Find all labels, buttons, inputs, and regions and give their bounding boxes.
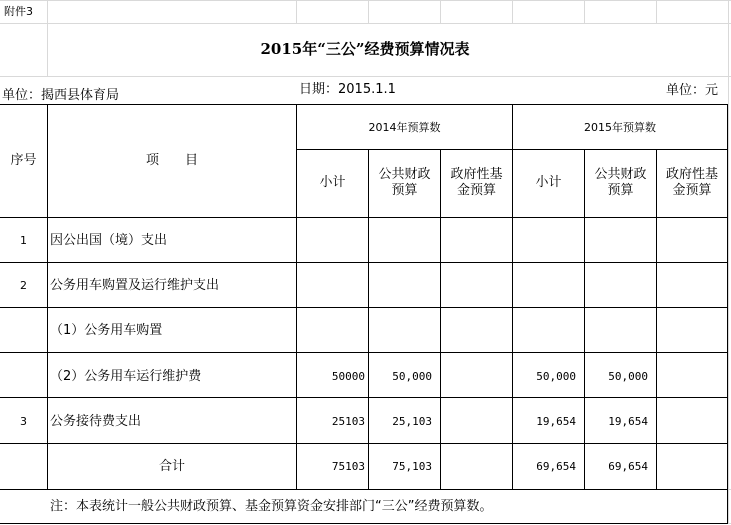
table-border — [0, 397, 728, 398]
row-item: 公务接待费支出 — [50, 414, 142, 429]
table-border — [440, 149, 441, 490]
cell-2014-public: 75,103 — [392, 460, 432, 473]
header-subtotal-2015: 小计 — [535, 175, 562, 190]
row-item-total: 合计 — [158, 459, 185, 474]
header-gov-fund-2015 — [657, 167, 727, 199]
row-item: 因公出国（境）支出 — [50, 233, 168, 248]
gridline — [47, 0, 48, 76]
table-border — [512, 104, 513, 490]
header-seq: 序号 — [10, 153, 37, 168]
cell-2015-subtotal: 50,000 — [536, 370, 576, 383]
header-gov-fund-2014 — [441, 167, 512, 199]
date-text: 日期：2015.1.1 — [299, 82, 396, 97]
page-title: 2015年“三公”经费预算情况表 — [260, 40, 470, 58]
table-border — [0, 523, 728, 524]
row-item: （1）公务用车购置 — [50, 323, 163, 338]
header-line: 政府性基 — [665, 167, 718, 182]
cell-2015-subtotal: 19,654 — [536, 415, 576, 428]
table-border — [0, 489, 728, 490]
table-border — [0, 352, 728, 353]
header-line: 预算 — [607, 183, 634, 198]
header-group-2014: 2014年预算数 — [368, 121, 441, 134]
gridline — [728, 0, 729, 524]
header-line: 金预算 — [456, 183, 496, 198]
gridline — [512, 0, 513, 24]
header-public-finance-2014 — [369, 167, 440, 199]
table-border — [0, 262, 728, 263]
cell-2014-subtotal: 75103 — [331, 460, 365, 473]
row-item: （2）公务用车运行维护费 — [50, 369, 202, 384]
table-border — [584, 149, 585, 490]
table-border — [656, 149, 657, 490]
table-border — [727, 104, 728, 524]
cell-2014-subtotal: 25103 — [331, 415, 365, 428]
table-border — [0, 217, 728, 218]
header-subtotal-2014: 小计 — [319, 175, 346, 190]
row-item: 公务用车购置及运行维护支出 — [50, 278, 220, 293]
header-line: 金预算 — [672, 183, 712, 198]
cell-2014-public: 50,000 — [392, 370, 432, 383]
header-line: 公共财政 — [594, 167, 647, 182]
gridline — [0, 23, 731, 24]
gridline — [440, 0, 441, 24]
header-line: 政府性基 — [450, 167, 503, 182]
cell-2014-public: 25,103 — [392, 415, 432, 428]
header-line: 预算 — [391, 183, 418, 198]
gridline — [368, 0, 369, 24]
row-seq: 1 — [20, 234, 27, 247]
cell-2014-subtotal: 50000 — [331, 370, 365, 383]
cell-2015-public: 69,654 — [608, 460, 648, 473]
table-border — [0, 443, 728, 444]
gridline — [296, 0, 297, 24]
date-label — [299, 82, 396, 98]
table-border — [368, 149, 369, 490]
footnote: 注：本表统计一般公共财政预算、基金预算资金安排部门“三公”经费预算数。 — [50, 499, 493, 514]
attachment-label: 附件3 — [4, 5, 33, 18]
unit-right-label: 单位：元 — [666, 83, 719, 98]
row-seq: 3 — [20, 415, 27, 428]
cell-2015-subtotal: 69,654 — [536, 460, 576, 473]
table-border — [296, 104, 297, 490]
table-border — [0, 307, 728, 308]
cell-2015-public: 50,000 — [608, 370, 648, 383]
header-public-finance-2015 — [585, 167, 656, 199]
header-item: 项 目 — [145, 153, 198, 168]
header-group-2015: 2015年预算数 — [584, 121, 656, 134]
unit-left-label: 单位：揭西县体育局 — [2, 88, 120, 103]
row-seq: 2 — [20, 279, 27, 292]
gridline — [584, 0, 585, 24]
gridline — [656, 0, 657, 24]
gridline — [0, 76, 731, 77]
gridline — [0, 0, 731, 1]
header-line: 公共财政 — [378, 167, 431, 182]
cell-2015-public: 19,654 — [608, 415, 648, 428]
table-border — [0, 104, 728, 105]
